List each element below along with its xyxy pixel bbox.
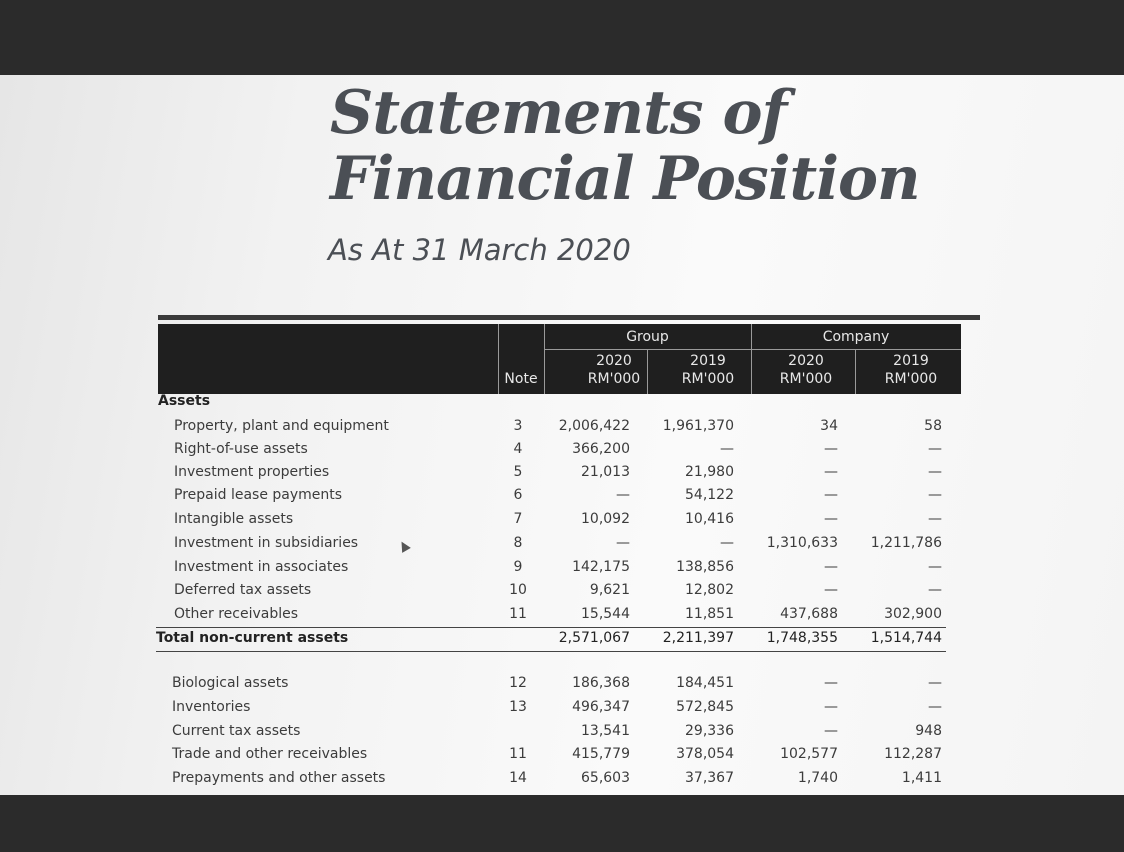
row-label: Intangible assets bbox=[174, 511, 294, 527]
group-2019-total: 2,211,397 bbox=[662, 630, 734, 646]
group-2020-value: 9,621 bbox=[589, 582, 630, 598]
company-2019-value: — bbox=[928, 441, 942, 457]
company-2019-value: 1,211,786 bbox=[870, 535, 942, 551]
table-row bbox=[0, 441, 1124, 463]
group-2020-value: 186,368 bbox=[572, 675, 630, 691]
company-2019-value: — bbox=[928, 487, 942, 503]
row-note: 11 bbox=[509, 606, 527, 622]
subtotal-rule bbox=[156, 627, 946, 628]
company-2020-value: 102,577 bbox=[780, 746, 838, 762]
company-2020-value: — bbox=[824, 487, 838, 503]
total-rule bbox=[156, 651, 946, 652]
company-2019-value: 948 bbox=[915, 723, 942, 739]
group-2019-value: 54,122 bbox=[685, 487, 734, 503]
company-header: Company bbox=[822, 329, 890, 345]
company-2019-value: 58 bbox=[924, 418, 942, 434]
group-2020-value: 13,541 bbox=[581, 723, 630, 739]
row-label: Biological assets bbox=[172, 675, 289, 691]
section-heading-assets: Assets bbox=[158, 393, 211, 409]
group-2020-value: 65,603 bbox=[581, 770, 630, 786]
page-subtitle: As At 31 March 2020 bbox=[328, 233, 631, 267]
page-title bbox=[330, 80, 920, 212]
group-2020-total: 2,571,067 bbox=[558, 630, 630, 646]
title-line-1: Statements of bbox=[330, 78, 787, 148]
company-2020-value: 1,310,633 bbox=[766, 535, 838, 551]
group-2019-value: 10,416 bbox=[685, 511, 734, 527]
row-note: 14 bbox=[509, 770, 527, 786]
row-note: 13 bbox=[509, 699, 527, 715]
row-note: 12 bbox=[509, 675, 527, 691]
group-2019-value: — bbox=[720, 441, 734, 457]
row-label: Right-of-use assets bbox=[174, 441, 308, 457]
company-2020-value: — bbox=[824, 511, 838, 527]
company-2020-value: — bbox=[824, 441, 838, 457]
total-row bbox=[0, 630, 1124, 652]
row-note: 8 bbox=[513, 535, 523, 551]
company-2020-value: — bbox=[824, 699, 838, 715]
total-label: Total non-current assets bbox=[156, 630, 349, 646]
row-label: Inventories bbox=[172, 699, 251, 715]
row-note: 5 bbox=[513, 464, 523, 480]
table-row bbox=[0, 770, 1124, 792]
group-2020-value: 2,006,422 bbox=[558, 418, 630, 434]
table-row bbox=[0, 487, 1124, 509]
row-label: Deferred tax assets bbox=[174, 582, 312, 598]
group-2020-value: 142,175 bbox=[572, 559, 630, 575]
company-2020-value: 437,688 bbox=[780, 606, 838, 622]
company-2020-value: — bbox=[824, 582, 838, 598]
header-divider bbox=[544, 349, 961, 350]
table-row bbox=[0, 418, 1124, 440]
title-line-2: Financial Position bbox=[330, 144, 920, 214]
group-2019-value: 12,802 bbox=[685, 582, 734, 598]
table-row bbox=[0, 606, 1124, 628]
company-2020-total: 1,748,355 bbox=[766, 630, 838, 646]
group-2020-value: — bbox=[616, 487, 630, 503]
table-row bbox=[0, 582, 1124, 604]
row-note: 4 bbox=[513, 441, 523, 457]
col-unit: RM'000 bbox=[779, 371, 833, 387]
company-2020-value: — bbox=[824, 559, 838, 575]
table-row bbox=[0, 464, 1124, 486]
row-note: 10 bbox=[509, 582, 527, 598]
table-row bbox=[0, 723, 1124, 745]
group-2019-value: 29,336 bbox=[685, 723, 734, 739]
group-2019-value: 138,856 bbox=[676, 559, 734, 575]
col-unit: RM'000 bbox=[681, 371, 735, 387]
table-row bbox=[0, 511, 1124, 533]
company-2019-value: 112,287 bbox=[884, 746, 942, 762]
group-2020-value: 21,013 bbox=[581, 464, 630, 480]
table-row bbox=[0, 675, 1124, 697]
group-2019-value: 1,961,370 bbox=[662, 418, 734, 434]
group-2019-value: 378,054 bbox=[676, 746, 734, 762]
row-label: Prepayments and other assets bbox=[172, 770, 386, 786]
group-2020-value: — bbox=[616, 535, 630, 551]
row-label: Trade and other receivables bbox=[172, 746, 368, 762]
group-2019-value: 21,980 bbox=[685, 464, 734, 480]
row-label: Other receivables bbox=[174, 606, 299, 622]
row-label: Investment properties bbox=[174, 464, 330, 480]
group-2020-value: 15,544 bbox=[581, 606, 630, 622]
row-label: Investment in associates bbox=[174, 559, 349, 575]
row-label: Prepaid lease payments bbox=[174, 487, 343, 503]
col-unit: RM'000 bbox=[587, 371, 641, 387]
group-2019-value: — bbox=[720, 535, 734, 551]
company-2020-value: 34 bbox=[820, 418, 838, 434]
row-label: Investment in subsidiaries bbox=[174, 535, 359, 551]
group-2019-value: 572,845 bbox=[676, 699, 734, 715]
company-2019-value: — bbox=[928, 675, 942, 691]
table-row bbox=[0, 535, 1124, 557]
company-2020-value: — bbox=[824, 464, 838, 480]
group-2020-value: 415,779 bbox=[572, 746, 630, 762]
group-2020-value: 496,347 bbox=[572, 699, 630, 715]
statement-page bbox=[0, 75, 1124, 795]
company-2019-value: — bbox=[928, 699, 942, 715]
company-2019-value: — bbox=[928, 582, 942, 598]
company-2020-value: 1,740 bbox=[797, 770, 838, 786]
row-note: 9 bbox=[513, 559, 523, 575]
group-2019-value: 37,367 bbox=[685, 770, 734, 786]
company-2019-value: 1,411 bbox=[901, 770, 942, 786]
group-2019-value: 184,451 bbox=[676, 675, 734, 691]
group-header: Group bbox=[626, 329, 669, 345]
company-2020-value: — bbox=[824, 723, 838, 739]
company-2020-value: — bbox=[824, 675, 838, 691]
row-label: Property, plant and equipment bbox=[174, 418, 389, 434]
col-year: 2020 bbox=[596, 353, 632, 369]
row-note: 7 bbox=[513, 511, 523, 527]
company-2019-total: 1,514,744 bbox=[870, 630, 942, 646]
company-2019-value: 302,900 bbox=[884, 606, 942, 622]
row-label: Current tax assets bbox=[172, 723, 301, 739]
company-2019-value: — bbox=[928, 511, 942, 527]
header-divider bbox=[498, 324, 499, 394]
company-2019-value: — bbox=[928, 559, 942, 575]
table-row bbox=[0, 699, 1124, 721]
company-2019-value: — bbox=[928, 464, 942, 480]
col-year: 2020 bbox=[788, 353, 824, 369]
col-year: 2019 bbox=[893, 353, 929, 369]
col-year: 2019 bbox=[690, 353, 726, 369]
note-header: Note bbox=[504, 371, 538, 387]
group-2020-value: 10,092 bbox=[581, 511, 630, 527]
row-note: 6 bbox=[513, 487, 523, 503]
top-rule bbox=[158, 315, 980, 320]
table-row bbox=[0, 746, 1124, 768]
group-2019-value: 11,851 bbox=[685, 606, 734, 622]
col-unit: RM'000 bbox=[884, 371, 938, 387]
row-note: 3 bbox=[513, 418, 523, 434]
group-2020-value: 366,200 bbox=[572, 441, 630, 457]
row-note: 11 bbox=[509, 746, 527, 762]
table-header bbox=[158, 324, 961, 394]
table-row bbox=[0, 559, 1124, 581]
